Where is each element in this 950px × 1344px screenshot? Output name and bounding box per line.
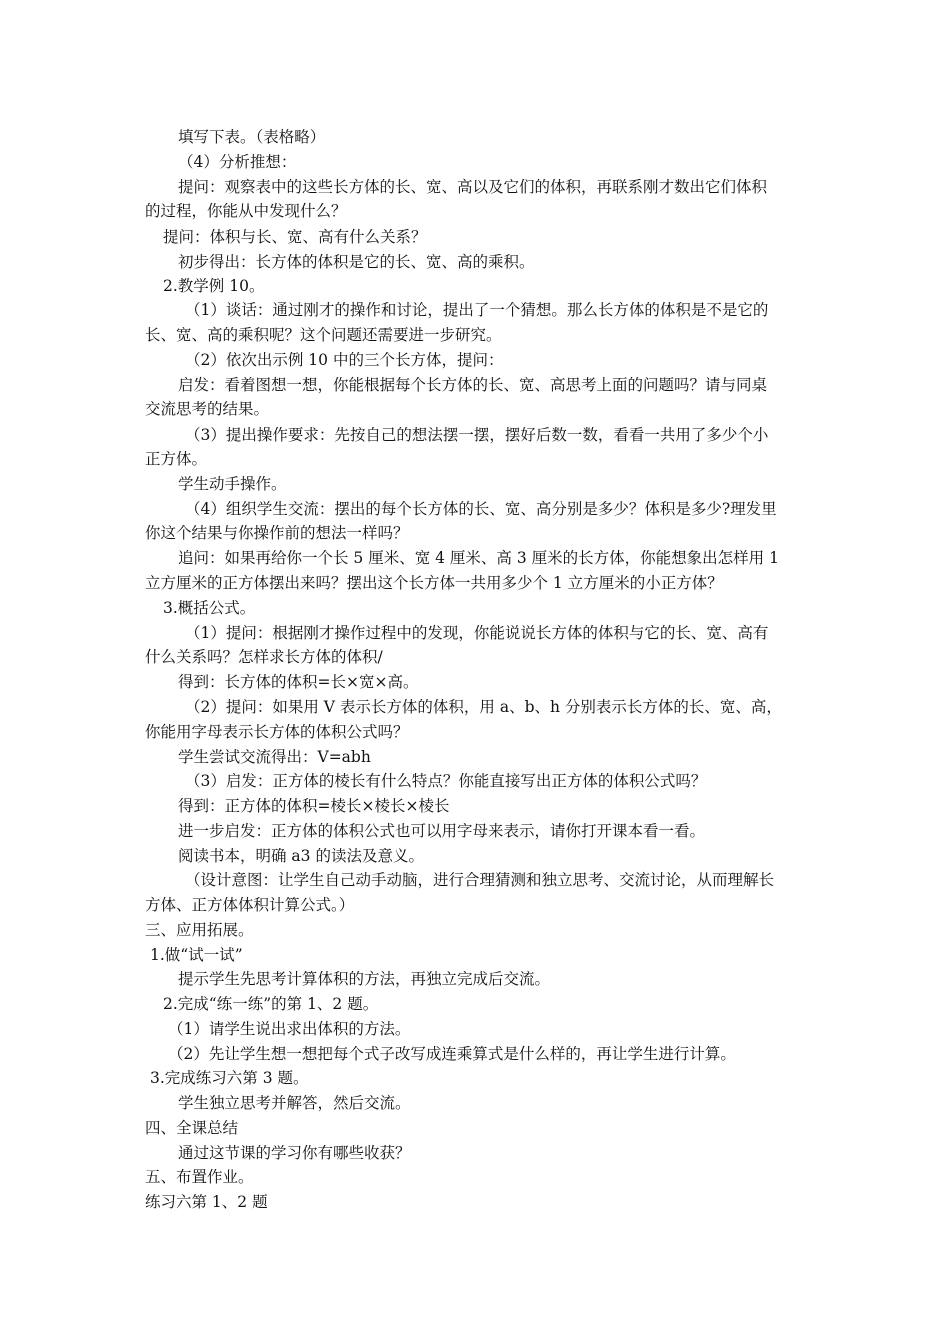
text-line: （2）先让学生想一想把每个式子改写成连乘算式是什么样的，再让学生进行计算。 xyxy=(168,1045,736,1063)
text-line: （2）提问：如果用 V 表示长方体的体积，用 a、b、h 分别表示长方体的长、宽、高， xyxy=(185,698,782,716)
text-line: 3.概括公式。 xyxy=(163,599,256,617)
text-line: 初步得出：长方体的体积是它的长、宽、高的乘积。 xyxy=(178,253,535,271)
text-line: 进一步启发：正方体的体积公式也可以用字母来表示，请你打开课本看一看。 xyxy=(178,822,706,840)
text-line: 通过这节课的学习你有哪些收获？ xyxy=(178,1144,411,1162)
text-line: （2）依次出示例 10 中的三个长方体，提问： xyxy=(185,351,504,369)
text-line: 2.完成“练一练”的第 1、2 题。 xyxy=(163,995,379,1013)
text-line: 3.完成练习六第 3 题。 xyxy=(150,1069,309,1087)
text-line: 练习六第 1、2 题 xyxy=(145,1193,268,1211)
text-line: 填写下表。（表格略） xyxy=(178,128,326,146)
text-line: 学生尝试交流得出：V=abh xyxy=(178,748,371,766)
text-line: 阅读书本，明确 a3 的读法及意义。 xyxy=(178,847,424,865)
text-line: 提示学生先思考计算体积的方法，再独立完成后交流。 xyxy=(178,970,551,988)
text-line: 提问：体积与长、宽、高有什么关系？ xyxy=(163,228,427,246)
text-line: 得到：长方体的体积=长×宽×高。 xyxy=(178,673,419,691)
text-line: 正方体。 xyxy=(145,450,208,468)
text-line: 1.做“试一试” xyxy=(150,946,243,964)
section-heading: 四、全课总结 xyxy=(145,1119,239,1137)
text-line: 追问：如果再给你一个长 5 厘米、宽 4 厘米、高 3 厘米的长方体，你能想象出怎样用 1 xyxy=(178,549,779,567)
text-line: 启发：看着图想一想，你能根据每个长方体的长、宽、高思考上面的问题吗？请与同桌 xyxy=(178,376,768,394)
text-line: （1）谈话：通过刚才的操作和讨论，提出了一个猜想。那么长方体的体积是不是它的 xyxy=(185,301,769,319)
text-line: 2.教学例 10。 xyxy=(163,277,265,295)
text-line: 你这个结果与你操作前的想法一样吗？ xyxy=(145,524,409,542)
text-line: 学生独立思考并解答，然后交流。 xyxy=(178,1094,411,1112)
section-heading: 三、应用拓展。 xyxy=(145,921,254,939)
text-line: （1）提问：根据刚才操作过程中的发现，你能说说长方体的体积与它的长、宽、高有 xyxy=(185,624,769,642)
text-line: （1）请学生说出求出体积的方法。 xyxy=(168,1020,411,1038)
section-heading: 五、布置作业。 xyxy=(145,1168,254,1186)
text-line: 学生动手操作。 xyxy=(178,475,287,493)
text-line: 的过程，你能从中发现什么？ xyxy=(145,202,347,220)
text-line: （4）组织学生交流：摆出的每个长方体的长、宽、高分别是多少？体积是多少?理发里 xyxy=(185,500,777,518)
text-line: 方体、正方体体积计算公式。） xyxy=(145,896,355,914)
text-line: （3）启发：正方体的棱长有什么特点？你能直接写出正方体的体积公式吗？ xyxy=(185,772,707,790)
text-line: 提问：观察表中的这些长方体的长、宽、高以及它们的体积，再联系刚才数出它们体积 xyxy=(178,178,768,196)
text-line: （3）提出操作要求：先按自己的想法摆一摆，摆好后数一数，看看一共用了多少个小 xyxy=(185,426,769,444)
text-line: （设计意图：让学生自己动手动脑，进行合理猜测和独立思考、交流讨论，从而理解长 xyxy=(185,871,775,889)
text-line: 长、宽、高的乘积呢？这个问题还需要进一步研究。 xyxy=(145,326,502,344)
text-line: 什么关系吗？怎样求长方体的体积/ xyxy=(145,648,383,666)
text-line: 你能用字母表示长方体的体积公式吗？ xyxy=(145,723,409,741)
text-line: （4）分析推想： xyxy=(178,153,297,171)
text-line: 交流思考的结果。 xyxy=(145,400,270,418)
text-line: 得到：正方体的体积=棱长×棱长×棱长 xyxy=(178,797,450,815)
text-line: 立方厘米的正方体摆出来吗？摆出这个长方体一共用多少个 1 立方厘米的小正方体？ xyxy=(145,574,723,592)
